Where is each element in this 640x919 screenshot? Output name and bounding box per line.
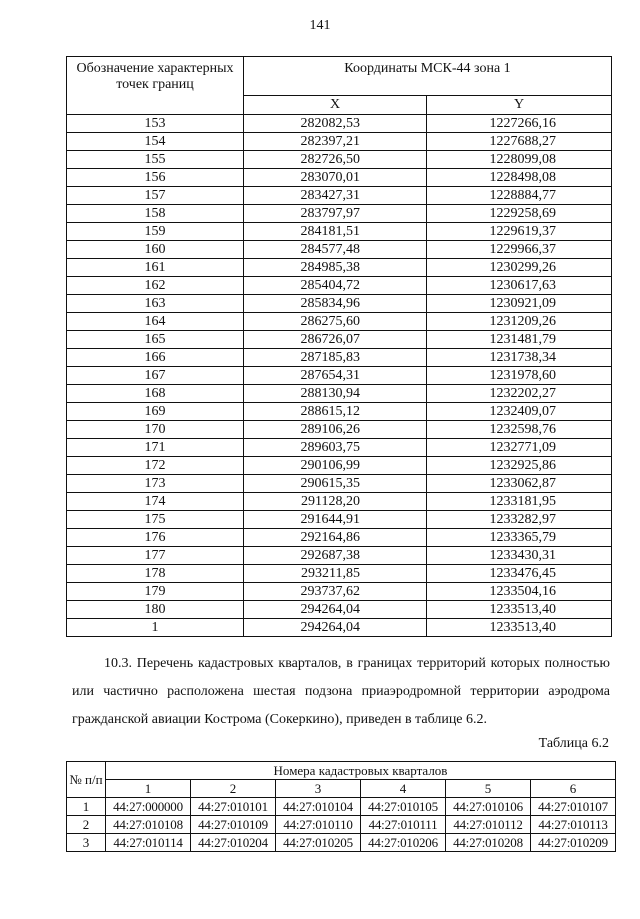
point-number-cell: 1 bbox=[67, 619, 244, 637]
table-row bbox=[67, 583, 612, 601]
point-number-cell: 177 bbox=[67, 547, 244, 565]
point-number-cell: 157 bbox=[67, 187, 244, 205]
header-row-number: № п/п bbox=[67, 762, 106, 798]
point-number-cell: 156 bbox=[67, 169, 244, 187]
cadastral-code-cell: 44:27:010209 bbox=[531, 834, 616, 852]
x-coordinate-cell: 291644,91 bbox=[244, 511, 427, 529]
x-coordinate-cell: 293737,62 bbox=[244, 583, 427, 601]
cadastral-code-cell: 44:27:010105 bbox=[361, 798, 446, 816]
page-number: 141 bbox=[309, 18, 331, 33]
y-coordinate-cell: 1233282,97 bbox=[427, 511, 612, 529]
x-coordinate-cell: 286275,60 bbox=[244, 313, 427, 331]
table-row bbox=[67, 565, 612, 583]
point-number-cell: 163 bbox=[67, 295, 244, 313]
cadastral-code-cell: 44:27:010107 bbox=[531, 798, 616, 816]
point-number-cell: 167 bbox=[67, 367, 244, 385]
table-row bbox=[67, 295, 612, 313]
x-coordinate-cell: 289603,75 bbox=[244, 439, 427, 457]
y-coordinate-cell: 1227266,16 bbox=[427, 115, 612, 133]
table-row bbox=[67, 205, 612, 223]
table-row bbox=[67, 259, 612, 277]
x-coordinate-cell: 287654,31 bbox=[244, 367, 427, 385]
column-number-header: 1 bbox=[106, 780, 191, 798]
y-coordinate-cell: 1227688,27 bbox=[427, 133, 612, 151]
cadastral-code-cell: 44:27:010205 bbox=[276, 834, 361, 852]
table-row bbox=[67, 798, 616, 816]
point-number-cell: 172 bbox=[67, 457, 244, 475]
column-number-header: 2 bbox=[191, 780, 276, 798]
cadastral-code-cell: 44:27:010208 bbox=[446, 834, 531, 852]
y-coordinate-cell: 1230617,63 bbox=[427, 277, 612, 295]
x-coordinate-cell: 290106,99 bbox=[244, 457, 427, 475]
cadastral-code-cell: 44:27:010113 bbox=[531, 816, 616, 834]
row-number-cell: 3 bbox=[67, 834, 106, 852]
x-coordinate-cell: 294264,04 bbox=[244, 601, 427, 619]
point-number-cell: 180 bbox=[67, 601, 244, 619]
table-row bbox=[67, 475, 612, 493]
point-number-cell: 165 bbox=[67, 331, 244, 349]
row-number-cell: 1 bbox=[67, 798, 106, 816]
table-row bbox=[67, 403, 612, 421]
x-coordinate-cell: 288130,94 bbox=[244, 385, 427, 403]
y-coordinate-cell: 1228498,08 bbox=[427, 169, 612, 187]
table-row bbox=[67, 547, 612, 565]
cadastral-quarters-table bbox=[66, 761, 616, 852]
x-coordinate-cell: 286726,07 bbox=[244, 331, 427, 349]
cadastral-code-cell: 44:27:010109 bbox=[191, 816, 276, 834]
x-coordinate-cell: 288615,12 bbox=[244, 403, 427, 421]
cadastral-code-cell: 44:27:000000 bbox=[106, 798, 191, 816]
cadastral-code-cell: 44:27:010106 bbox=[446, 798, 531, 816]
y-coordinate-cell: 1233181,95 bbox=[427, 493, 612, 511]
header-x: X bbox=[244, 96, 427, 115]
table-row bbox=[67, 385, 612, 403]
row-number-cell: 2 bbox=[67, 816, 106, 834]
x-coordinate-cell: 291128,20 bbox=[244, 493, 427, 511]
section-paragraph: 10.3. Перечень кадастровых кварталов, в границах территорий которых полностью или частично расположена шестая подзона приаэродромной территории аэродрома гражданской авиации Кострома (Сокеркино), приведен в таблице 6.2. bbox=[72, 656, 610, 727]
y-coordinate-cell: 1229966,37 bbox=[427, 241, 612, 259]
table-row bbox=[67, 313, 612, 331]
point-number-cell: 158 bbox=[67, 205, 244, 223]
point-number-cell: 168 bbox=[67, 385, 244, 403]
point-number-cell: 164 bbox=[67, 313, 244, 331]
table-row bbox=[67, 619, 612, 637]
x-coordinate-cell: 282726,50 bbox=[244, 151, 427, 169]
x-coordinate-cell: 287185,83 bbox=[244, 349, 427, 367]
y-coordinate-cell: 1228099,08 bbox=[427, 151, 612, 169]
x-coordinate-cell: 289106,26 bbox=[244, 421, 427, 439]
y-coordinate-cell: 1230299,26 bbox=[427, 259, 612, 277]
table-row bbox=[67, 367, 612, 385]
cadastral-code-cell: 44:27:010112 bbox=[446, 816, 531, 834]
y-coordinate-cell: 1232925,86 bbox=[427, 457, 612, 475]
table-row bbox=[67, 223, 612, 241]
coordinates-table bbox=[66, 56, 612, 637]
column-number-header: 5 bbox=[446, 780, 531, 798]
table-row bbox=[67, 529, 612, 547]
y-coordinate-cell: 1233062,87 bbox=[427, 475, 612, 493]
cadastral-code-cell: 44:27:010206 bbox=[361, 834, 446, 852]
table-row bbox=[67, 816, 616, 834]
point-number-cell: 174 bbox=[67, 493, 244, 511]
header-point-designation: Обозначение характерных точек границ bbox=[67, 57, 244, 115]
y-coordinate-cell: 1232409,07 bbox=[427, 403, 612, 421]
point-number-cell: 179 bbox=[67, 583, 244, 601]
y-coordinate-cell: 1232202,27 bbox=[427, 385, 612, 403]
point-number-cell: 178 bbox=[67, 565, 244, 583]
header-y: Y bbox=[427, 96, 612, 115]
column-number-header: 3 bbox=[276, 780, 361, 798]
x-coordinate-cell: 285404,72 bbox=[244, 277, 427, 295]
table-row bbox=[67, 421, 612, 439]
y-coordinate-cell: 1228884,77 bbox=[427, 187, 612, 205]
x-coordinate-cell: 292164,86 bbox=[244, 529, 427, 547]
point-number-cell: 155 bbox=[67, 151, 244, 169]
table-row bbox=[67, 439, 612, 457]
cadastral-code-cell: 44:27:010204 bbox=[191, 834, 276, 852]
point-number-cell: 162 bbox=[67, 277, 244, 295]
x-coordinate-cell: 283797,97 bbox=[244, 205, 427, 223]
point-number-cell: 160 bbox=[67, 241, 244, 259]
point-number-cell: 166 bbox=[67, 349, 244, 367]
x-coordinate-cell: 283070,01 bbox=[244, 169, 427, 187]
point-number-cell: 171 bbox=[67, 439, 244, 457]
table-row bbox=[67, 331, 612, 349]
x-coordinate-cell: 283427,31 bbox=[244, 187, 427, 205]
point-number-cell: 159 bbox=[67, 223, 244, 241]
x-coordinate-cell: 290615,35 bbox=[244, 475, 427, 493]
table-row bbox=[67, 241, 612, 259]
y-coordinate-cell: 1231978,60 bbox=[427, 367, 612, 385]
table-caption: Таблица 6.2 bbox=[538, 736, 609, 751]
table-row bbox=[67, 115, 612, 133]
table-row bbox=[67, 151, 612, 169]
y-coordinate-cell: 1233513,40 bbox=[427, 601, 612, 619]
y-coordinate-cell: 1233365,79 bbox=[427, 529, 612, 547]
table-row bbox=[67, 511, 612, 529]
point-number-cell: 170 bbox=[67, 421, 244, 439]
point-number-cell: 161 bbox=[67, 259, 244, 277]
cadastral-code-cell: 44:27:010114 bbox=[106, 834, 191, 852]
table-row bbox=[67, 277, 612, 295]
x-coordinate-cell: 284577,48 bbox=[244, 241, 427, 259]
header-coordinates: Координаты МСК-44 зона 1 bbox=[244, 57, 612, 96]
y-coordinate-cell: 1233504,16 bbox=[427, 583, 612, 601]
table-row bbox=[67, 133, 612, 151]
y-coordinate-cell: 1229619,37 bbox=[427, 223, 612, 241]
table-row bbox=[67, 169, 612, 187]
y-coordinate-cell: 1231738,34 bbox=[427, 349, 612, 367]
y-coordinate-cell: 1231481,79 bbox=[427, 331, 612, 349]
x-coordinate-cell: 294264,04 bbox=[244, 619, 427, 637]
y-coordinate-cell: 1232598,76 bbox=[427, 421, 612, 439]
point-number-cell: 169 bbox=[67, 403, 244, 421]
header-cadastral-quarters: Номера кадастровых кварталов bbox=[106, 762, 616, 780]
point-number-cell: 176 bbox=[67, 529, 244, 547]
table-row bbox=[67, 601, 612, 619]
point-number-cell: 173 bbox=[67, 475, 244, 493]
x-coordinate-cell: 285834,96 bbox=[244, 295, 427, 313]
table-row bbox=[67, 457, 612, 475]
y-coordinate-cell: 1231209,26 bbox=[427, 313, 612, 331]
x-coordinate-cell: 282082,53 bbox=[244, 115, 427, 133]
x-coordinate-cell: 284985,38 bbox=[244, 259, 427, 277]
x-coordinate-cell: 284181,51 bbox=[244, 223, 427, 241]
y-coordinate-cell: 1229258,69 bbox=[427, 205, 612, 223]
table-row bbox=[67, 834, 616, 852]
y-coordinate-cell: 1232771,09 bbox=[427, 439, 612, 457]
cadastral-code-cell: 44:27:010101 bbox=[191, 798, 276, 816]
y-coordinate-cell: 1233476,45 bbox=[427, 565, 612, 583]
column-number-header: 6 bbox=[531, 780, 616, 798]
cadastral-code-cell: 44:27:010108 bbox=[106, 816, 191, 834]
table-row bbox=[67, 493, 612, 511]
y-coordinate-cell: 1233513,40 bbox=[427, 619, 612, 637]
table-row bbox=[67, 187, 612, 205]
point-number-cell: 154 bbox=[67, 133, 244, 151]
column-number-header: 4 bbox=[361, 780, 446, 798]
x-coordinate-cell: 293211,85 bbox=[244, 565, 427, 583]
x-coordinate-cell: 292687,38 bbox=[244, 547, 427, 565]
y-coordinate-cell: 1233430,31 bbox=[427, 547, 612, 565]
cadastral-code-cell: 44:27:010110 bbox=[276, 816, 361, 834]
point-number-cell: 153 bbox=[67, 115, 244, 133]
table-row bbox=[67, 349, 612, 367]
x-coordinate-cell: 282397,21 bbox=[244, 133, 427, 151]
cadastral-code-cell: 44:27:010111 bbox=[361, 816, 446, 834]
cadastral-code-cell: 44:27:010104 bbox=[276, 798, 361, 816]
y-coordinate-cell: 1230921,09 bbox=[427, 295, 612, 313]
point-number-cell: 175 bbox=[67, 511, 244, 529]
